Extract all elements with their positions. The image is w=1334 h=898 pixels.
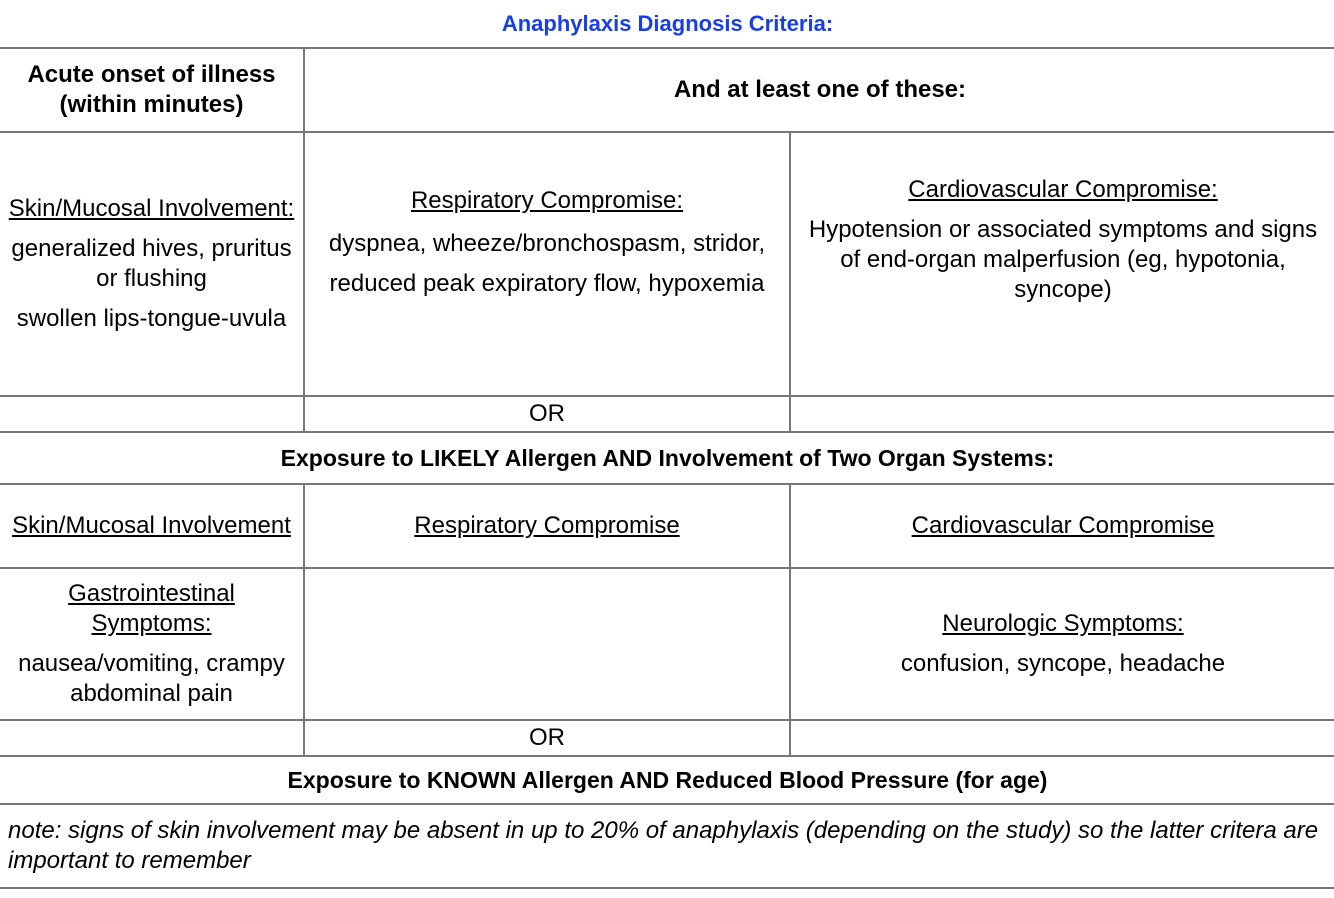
respiratory-heading: Respiratory Compromise: [410,187,684,214]
neurologic-symptoms: confusion, syncope, headache [900,650,1226,677]
gastrointestinal-heading: Gastrointestinal Symptoms: [68,580,235,637]
skin-symptoms-2: swollen lips-tongue-uvula [16,305,287,332]
cardiovascular-cell [790,132,1334,396]
empty-cell [790,396,1334,432]
respiratory-heading-2: Respiratory Compromise [414,512,680,539]
table-title: Anaphylaxis Diagnosis Criteria: [0,0,1334,48]
known-allergen-heading: Exposure to KNOWN Allergen AND Reduced Blood Pressure (for age) [0,756,1334,804]
cardiovascular-heading: Cardiovascular Compromise: [908,176,1218,203]
likely-allergen-heading: Exposure to LIKELY Allergen AND Involvement of Two Organ Systems: [0,432,1334,484]
neurologic-heading: Neurologic Symptoms: [942,610,1184,637]
gastrointestinal-cell [0,568,304,720]
empty-cell [304,568,790,720]
cardiovascular-symptoms: Hypotension or associated symptoms and signs of end-organ malperfusion (eg, hypotonia, syncope) [808,216,1318,303]
respiratory-cell [304,132,790,396]
or-separator-1: OR [304,396,790,432]
acute-onset-cell: Acute onset of illness (within minutes) [0,48,304,132]
cardiovascular-heading-2: Cardiovascular Compromise [911,512,1215,539]
empty-cell [0,396,304,432]
skin-symptoms-1: generalized hives, pruritus or flushing [11,235,292,292]
respiratory-symptoms: dyspnea, wheeze/bronchospasm, stridor, reduced peak expiratory flow, hypoxemia [328,230,766,297]
respiratory-cell-2 [304,484,790,568]
empty-cell [0,720,304,756]
neurologic-cell [790,568,1334,720]
cardiovascular-cell-2 [790,484,1334,568]
gastrointestinal-symptoms: nausea/vomiting, crampy abdominal pain [18,650,285,707]
empty-cell [790,720,1334,756]
at-least-one-cell: And at least one of these: [304,48,1334,132]
or-separator-2: OR [304,720,790,756]
skin-mucosal-cell-2 [0,484,304,568]
skin-mucosal-heading-2: Skin/Mucosal Involvement [12,512,291,539]
skin-mucosal-heading: Skin/Mucosal Involvement: [8,195,295,222]
skin-mucosal-cell [0,132,304,396]
footnote: note: signs of skin involvement may be absent in up to 20% of anaphylaxis (depending on the study) so the latter critera are important to remember [0,804,1334,888]
